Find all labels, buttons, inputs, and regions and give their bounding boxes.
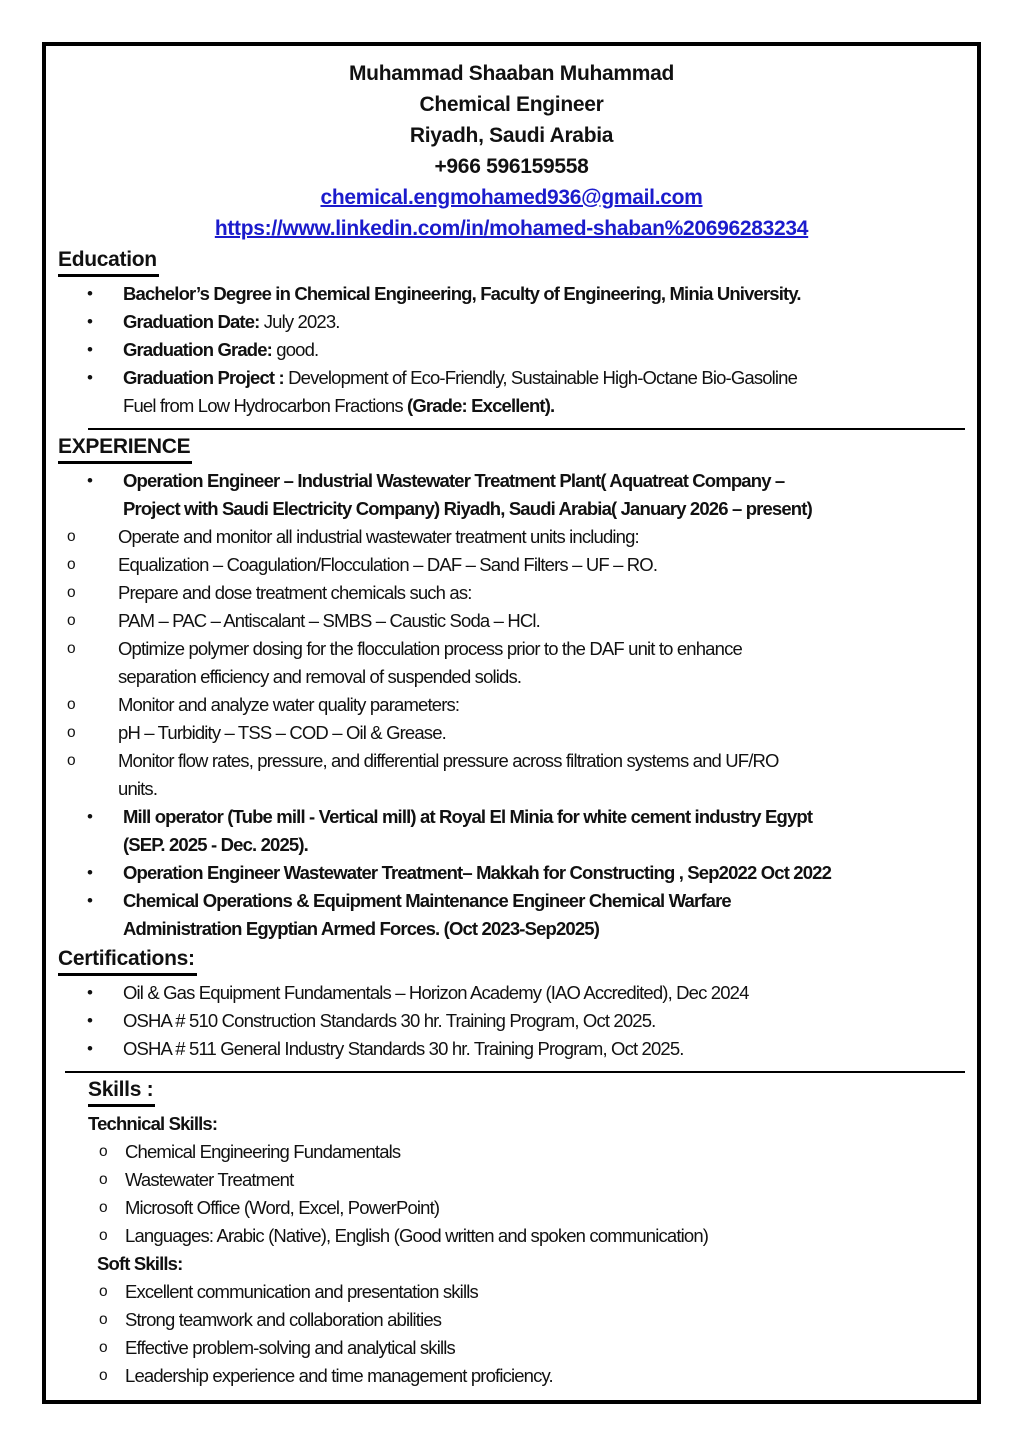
text-line: Monitor and analyze water quality parameters: bbox=[118, 694, 460, 715]
disc-bullet-marker: • bbox=[87, 284, 93, 303]
candidate-phone: +966 596159558 bbox=[434, 155, 589, 178]
disc-bullet-marker: • bbox=[87, 983, 93, 1002]
text-line: Equalization – Coagulation/Flocculation – DAF – Sand Filters – UF – RO. bbox=[118, 554, 658, 575]
circle-bullet-marker: o bbox=[99, 1171, 108, 1188]
bullet-item bbox=[46, 308, 977, 336]
circle-bullet-marker: o bbox=[67, 640, 76, 657]
text-line: (SEP. 2025 - Dec. 2025). bbox=[123, 834, 308, 855]
section-heading-experience: EXPERIENCE bbox=[58, 434, 192, 464]
linkedin-link[interactable]: https://www.linkedin.com/in/mohamed-shaban%20696283234 bbox=[214, 217, 809, 240]
circle-bullet-marker: o bbox=[99, 1199, 108, 1216]
candidate-name: Muhammad Shaaban Muhammad bbox=[348, 62, 675, 85]
text-line: Effective problem-solving and analytical skills bbox=[125, 1337, 455, 1358]
bullet-item bbox=[46, 803, 977, 859]
disc-bullet-marker: • bbox=[87, 807, 93, 826]
circle-bullet-marker: o bbox=[99, 1367, 108, 1384]
section-experience bbox=[46, 434, 977, 943]
text-line: Chemical Operations & Equipment Maintenance Engineer Chemical Warfare bbox=[123, 890, 731, 911]
text-line: separation efficiency and removal of suspended solids. bbox=[118, 666, 522, 687]
candidate-location: Riyadh, Saudi Arabia bbox=[409, 124, 614, 147]
circle-bullet-marker: o bbox=[99, 1339, 108, 1356]
disc-bullet-marker: • bbox=[87, 340, 93, 359]
disc-bullet-marker: • bbox=[87, 1039, 93, 1058]
text-line: OSHA # 511 General Industry Standards 30 hr. Training Program, Oct 2025. bbox=[123, 1038, 684, 1059]
text-line: Prepare and dose treatment chemicals such as: bbox=[118, 582, 472, 603]
bullet-item bbox=[46, 1222, 977, 1250]
text-line: Mill operator (Tube mill - Vertical mill) at Royal El Minia for white cement industry Egypt bbox=[123, 806, 813, 827]
disc-bullet-marker: • bbox=[87, 863, 93, 882]
disc-bullet-marker: • bbox=[87, 891, 93, 910]
text-line: Project with Saudi Electricity Company) Riyadh, Saudi Arabia( January 2026 – present) bbox=[123, 498, 812, 519]
disc-bullet-marker: • bbox=[87, 471, 93, 490]
circle-bullet-marker: o bbox=[99, 1143, 108, 1160]
text-line: Strong teamwork and collaboration abilities bbox=[125, 1309, 442, 1330]
section-education bbox=[46, 247, 977, 430]
text-line: PAM – PAC – Antiscalant – SMBS – Caustic Soda – HCl. bbox=[118, 610, 540, 631]
candidate-title: Chemical Engineer bbox=[419, 93, 604, 116]
circle-bullet-marker: o bbox=[67, 752, 76, 769]
bullet-item bbox=[46, 979, 977, 1007]
text-line: Monitor flow rates, pressure, and differential pressure across filtration systems and UF/RO bbox=[118, 750, 779, 771]
disc-bullet-marker: • bbox=[87, 1011, 93, 1030]
text-line: Graduation Project : Development of Eco-Friendly, Sustainable High-Octane Bio-Gasoline bbox=[123, 367, 798, 388]
bullet-item bbox=[46, 364, 977, 420]
resume-body bbox=[46, 247, 977, 1390]
section-divider bbox=[88, 428, 965, 430]
section-heading-skills: Skills : bbox=[88, 1077, 155, 1107]
text-line: Administration Egyptian Armed Forces. (Oct 2023-Sep2025) bbox=[123, 918, 600, 939]
bullet-item bbox=[46, 719, 977, 747]
bullet-item bbox=[46, 1166, 977, 1194]
bullet-item bbox=[46, 1007, 977, 1035]
circle-bullet-marker: o bbox=[67, 556, 76, 573]
bullet-item bbox=[46, 1278, 977, 1306]
circle-bullet-marker: o bbox=[67, 584, 76, 601]
bullet-item bbox=[46, 859, 977, 887]
section-heading-education: Education bbox=[58, 247, 159, 277]
circle-bullet-marker: o bbox=[99, 1283, 108, 1300]
bullet-item bbox=[46, 747, 977, 803]
bullet-item bbox=[46, 579, 977, 607]
disc-bullet-marker: • bbox=[87, 368, 93, 387]
bullet-item bbox=[46, 1194, 977, 1222]
text-line: Languages: Arabic (Native), English (Good written and spoken communication) bbox=[125, 1225, 709, 1246]
text-line: units. bbox=[118, 778, 158, 799]
text-line: Operate and monitor all industrial wastewater treatment units including: bbox=[118, 526, 639, 547]
circle-bullet-marker: o bbox=[99, 1311, 108, 1328]
circle-bullet-marker: o bbox=[67, 724, 76, 741]
section-divider bbox=[65, 1071, 965, 1073]
text-line: Fuel from Low Hydrocarbon Fractions (Grade: Excellent). bbox=[123, 395, 555, 416]
text-line: Graduation Grade: good. bbox=[123, 339, 319, 360]
email-link[interactable]: chemical.engmohamed936@gmail.com bbox=[320, 186, 703, 209]
bullet-item bbox=[46, 635, 977, 691]
text-line: Operation Engineer – Industrial Wastewater Treatment Plant( Aquatreat Company – bbox=[123, 470, 785, 491]
text-line: Bachelor’s Degree in Chemical Engineering, Faculty of Engineering, Minia University. bbox=[123, 283, 801, 304]
section-certifications bbox=[46, 946, 977, 1073]
circle-bullet-marker: o bbox=[67, 612, 76, 629]
circle-bullet-marker: o bbox=[67, 696, 76, 713]
section-heading-certifications: Certifications: bbox=[58, 946, 197, 976]
text-line: Oil & Gas Equipment Fundamentals – Horizon Academy (IAO Accredited), Dec 2024 bbox=[123, 982, 749, 1003]
disc-bullet-marker: • bbox=[87, 312, 93, 331]
circle-bullet-marker: o bbox=[99, 1227, 108, 1244]
text-line: pH – Turbidity – TSS – COD – Oil & Grease. bbox=[118, 722, 446, 743]
bullet-item bbox=[46, 551, 977, 579]
bullet-item bbox=[46, 336, 977, 364]
text-line: Microsoft Office (Word, Excel, PowerPoint) bbox=[125, 1197, 440, 1218]
text-line: Soft Skills: bbox=[97, 1253, 183, 1274]
subsection-label bbox=[46, 1110, 977, 1138]
text-line: Wastewater Treatment bbox=[125, 1169, 294, 1190]
text-line: OSHA # 510 Construction Standards 30 hr. Training Program, Oct 2025. bbox=[123, 1010, 656, 1031]
bullet-item bbox=[46, 691, 977, 719]
text-line: Optimize polymer dosing for the flocculation process prior to the DAF unit to enhance bbox=[118, 638, 742, 659]
section-skills bbox=[46, 1077, 977, 1390]
text-line: Chemical Engineering Fundamentals bbox=[125, 1141, 401, 1162]
document-frame bbox=[42, 42, 981, 1404]
bullet-item bbox=[46, 887, 977, 943]
bullet-item bbox=[46, 1138, 977, 1166]
bullet-item bbox=[46, 523, 977, 551]
bullet-item bbox=[46, 1362, 977, 1390]
bullet-item bbox=[46, 1035, 977, 1063]
circle-bullet-marker: o bbox=[67, 528, 76, 545]
bullet-item bbox=[46, 1306, 977, 1334]
text-line: Operation Engineer Wastewater Treatment– Makkah for Constructing , Sep2022 Oct 2022 bbox=[123, 862, 832, 883]
bullet-item bbox=[46, 607, 977, 635]
text-line: Technical Skills: bbox=[88, 1113, 218, 1134]
text-line: Leadership experience and time management proficiency. bbox=[125, 1365, 553, 1386]
resume-header bbox=[46, 46, 977, 244]
text-line: Graduation Date: July 2023. bbox=[123, 311, 340, 332]
bullet-item bbox=[46, 280, 977, 308]
bullet-item bbox=[46, 467, 977, 523]
bullet-item bbox=[46, 1334, 977, 1362]
subsection-label bbox=[46, 1250, 977, 1278]
text-line: Excellent communication and presentation skills bbox=[125, 1281, 478, 1302]
